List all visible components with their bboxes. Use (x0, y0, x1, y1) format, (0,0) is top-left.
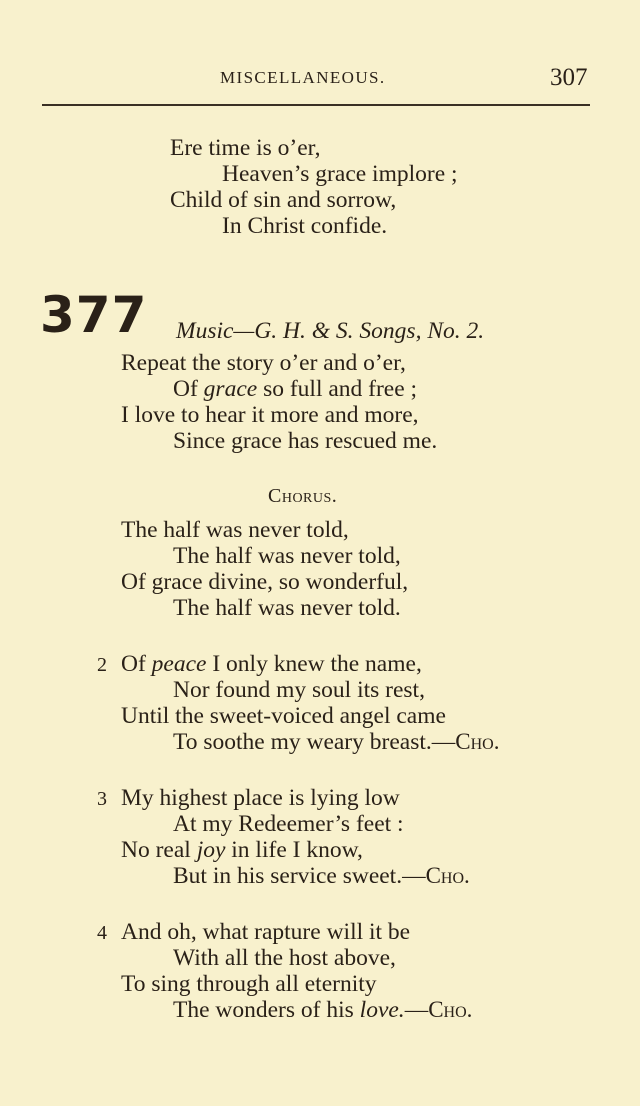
continuation-line-2: Heaven’s grace implore ; (222, 161, 458, 187)
verse4-line-1: And oh, what rapture will it be (121, 919, 411, 945)
verse3-line-4: But in his service sweet.—Cho. (173, 863, 470, 889)
section-title: MISCELLANEOUS. (220, 68, 386, 87)
continuation-line-4: In Christ confide. (222, 213, 388, 239)
emphasis-grace: grace (203, 376, 258, 402)
continuation-line-1: Ere time is o’er, (170, 135, 321, 161)
emphasis-love: love. (359, 997, 405, 1023)
verse1-line-1: Repeat the story o’er and o’er, (121, 350, 406, 376)
verse-number-3: 3 (97, 788, 107, 810)
chorus-ref: Cho. (455, 729, 500, 754)
chorus-line-2: The half was never told, (173, 543, 401, 569)
verse1-line-2: Of grace so full and free ; (173, 376, 418, 402)
page-number: 307 (550, 64, 588, 91)
music-reference: Music—G. H. & S. Songs, No. 2. (176, 318, 485, 344)
continuation-line-3: Child of sin and sorrow, (170, 187, 397, 213)
verse4-line-4: The wonders of his love.—Cho. (173, 997, 473, 1023)
chorus-line-1: The half was never told, (121, 517, 349, 543)
emphasis-joy: joy (196, 837, 226, 863)
page-header (0, 64, 640, 94)
verse-number-2: 2 (97, 654, 107, 676)
chorus-ref: Cho. (428, 997, 473, 1022)
verse2-line-2: Nor found my soul its rest, (173, 677, 425, 703)
verse4-line-2: With all the host above, (173, 945, 396, 971)
hymn-number: 377 (40, 286, 148, 344)
verse3-line-2: At my Redeemer’s feet : (173, 811, 404, 837)
verse3-line-1: My highest place is lying low (121, 785, 400, 811)
verse2-line-1: Of peace I only knew the name, (121, 651, 422, 677)
verse3-line-3: No real joy in life I know, (121, 837, 363, 863)
chorus-line-3: Of grace divine, so wonderful, (121, 569, 409, 595)
chorus-heading: Chorus. (268, 485, 338, 507)
verse2-line-3: Until the sweet-voiced angel came (121, 703, 446, 729)
verse2-line-4: To soothe my weary breast.—Cho. (173, 729, 500, 755)
verse1-line-4: Since grace has rescued me. (173, 428, 438, 454)
chorus-line-4: The half was never told. (173, 595, 401, 621)
chorus-ref: Cho. (425, 863, 470, 888)
header-rule (42, 104, 590, 106)
emphasis-peace: peace (151, 651, 207, 677)
verse-number-4: 4 (97, 922, 107, 944)
verse1-line-3: I love to hear it more and more, (121, 402, 419, 428)
verse4-line-3: To sing through all eternity (121, 971, 377, 997)
